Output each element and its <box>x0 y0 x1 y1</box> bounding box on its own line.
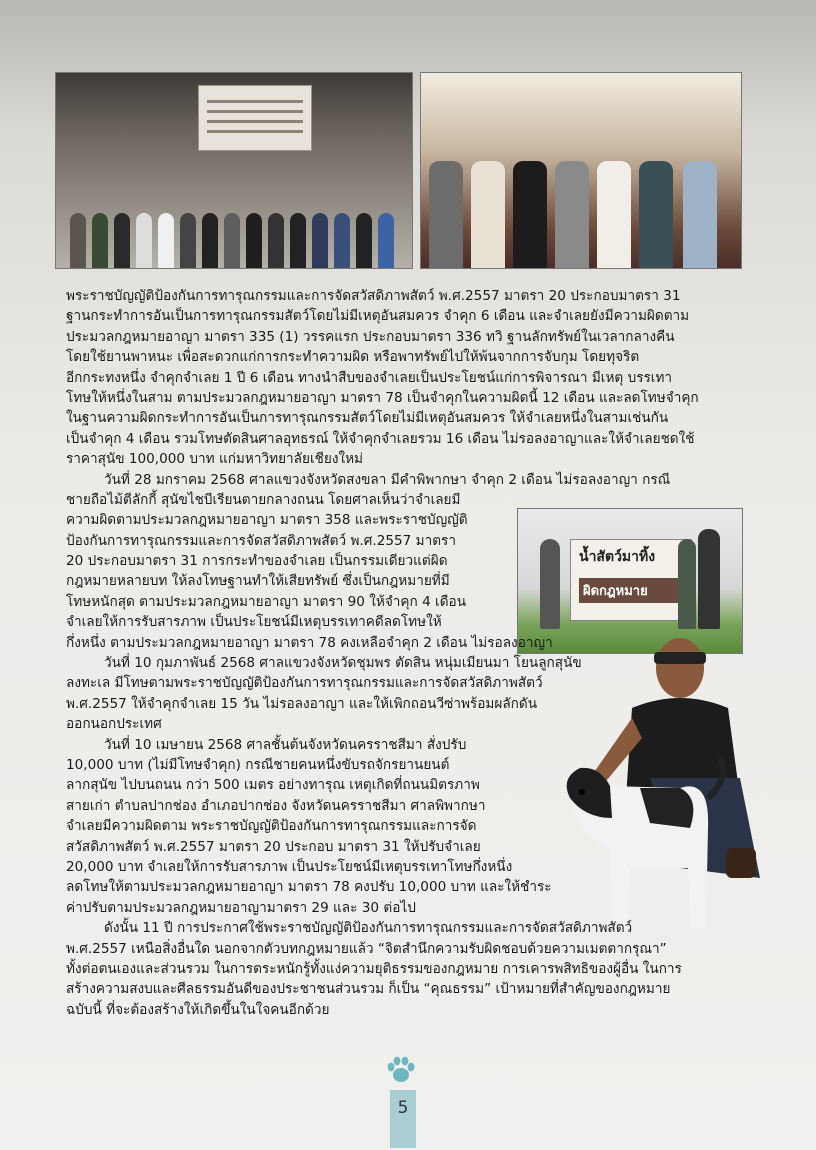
paragraph-line: กึ่งหนึ่ง ตามประมวลกฎหมายอาญา มาตรา 78 คงเหลือจำคุก 2 เดือน ไม่รอลงอาญา <box>66 634 553 651</box>
article-body <box>66 286 766 1020</box>
sign-banner: ผิดกฎหมาย <box>579 578 687 603</box>
paragraph-line: ป้องกันการทารุณกรรมและการจัดสวัสดิภาพสัตว์ พ.ศ.2557 มาตรา <box>66 532 456 549</box>
paragraph-line: ฉบับนี้ ที่จะต้องสร้างให้เกิดขึ้นในใจคนอีกด้วย <box>66 1001 330 1018</box>
paw-icon <box>385 1054 417 1086</box>
paragraph-line: ออกนอกประเทศ <box>66 716 162 733</box>
event-banner <box>198 85 312 151</box>
paragraph-line: ลงทะเล มีโทษตามพระราชบัญญัติป้องกันการทารุณกรรมและการจัดสวัสดิภาพสัตว์ <box>66 675 543 692</box>
page-number-box <box>390 1090 416 1148</box>
paragraph-line: 20 ประกอบมาตรา 31 การกระทำของจำเลย เป็นกรรมเดียวแต่ผิด <box>66 553 448 570</box>
paragraph-line: โดยใช้ยานพาหนะ เพื่อสะดวกแก่การกระทำความผิด หรือพาทรัพย์ไปให้พ้นจากการจับกุม โดยทุจริต <box>66 349 640 366</box>
photo-group-meeting <box>55 72 413 269</box>
paragraph-line: กฎหมายหลายบท ให้ลงโทษฐานทำให้เสียทรัพย์ ซึ่งเป็นกฎหมายที่มี <box>66 573 450 590</box>
paragraph-line: ความผิดตามประมวลกฎหมายอาญา มาตรา 358 และพระราชบัญญัติ <box>66 512 468 529</box>
paragraph-line: ในฐานความผิดกระทำการอันเป็นการทารุณกรรมสัตว์โดยไม่มีเหตุอันสมควร ให้จำเลยหนึ่งในสามเช่นกัน <box>66 410 669 427</box>
paragraph-line: ลากสุนัข ไปบนถนน กว่า 500 เมตร อย่างทารุณ เหตุเกิดที่ถนนมิตรภาพ <box>66 777 480 794</box>
page-number: 5 <box>397 1098 409 1118</box>
paragraph-line: พ.ศ.2557 เหนือสิ่งอื่นใด นอกจากตัวบทกฎหมายแล้ว “จิตสำนึกความรับผิดชอบด้วยความเมตตากรุณา” <box>66 940 667 957</box>
paragraph-line: วันที่ 28 มกราคม 2568 ศาลแขวงจังหวัดสงขลา มีคำพิพากษา จำคุก 2 เดือน ไม่รอลงอาญา กรณี <box>104 471 671 488</box>
paragraph-line: ชายถือไม้ตีลักกี้ สุนัขไชบีเรียนตายกลางถนน โดยศาลเห็นว่าจำเลยมี <box>66 491 461 508</box>
paragraph-line: โทษให้หนึ่งในสาม ตามประมวลกฎหมายอาญา มาตรา 78 เป็นจำคุกในความผิดนี้ 12 เดือน และลดโทษจำคุก <box>66 389 699 406</box>
paragraph-line: 20,000 บาท จำเลยให้การรับสารภาพ เป็นประโยชน์มีเหตุบรรเทาโทษกึ่งหนึ่ง <box>66 858 513 875</box>
paragraph-line: สายเก่า ตำบลปากช่อง อำเภอปากช่อง จังหวัดนครราชสีมา ศาลพิพากษา <box>66 797 486 814</box>
paragraph-line: ราคาสุนัข 100,000 บาท แก่มหาวิทยาลัยเชียงใหม่ <box>66 451 364 468</box>
sign-title: น้ำสัตว์มาทิ้ง <box>579 549 656 565</box>
paragraph-line: จำเลยให้การรับสารภาพ เป็นประโยชน์มีเหตุบรรเทาคดีลดโทษให้ <box>66 614 442 631</box>
paragraph-line: อีกกระทงหนึ่ง จำคุกจำเลย 1 ปี 6 เดือน ทางนำสืบของจำเลยเป็นประโยชน์แก่การพิจารณา มีเหตุ บรรเทา <box>66 369 673 386</box>
paragraph-line: ทั้งต่อตนเองและส่วนรวม ในการตระหนักรู้ทั้งแง่ความยุติธรรมของกฎหมาย การเคารพสิทธิของผู้อื่น ในการ <box>66 960 682 977</box>
paragraph-line: โทษหนักสุด ตามประมวลกฎหมายอาญา มาตรา 90 ให้จำคุก 4 เดือน <box>66 593 466 610</box>
paragraph-line: ประมวลกฎหมายอาญา มาตรา 335 (1) วรรคแรก ประกอบมาตรา 336 ทวิ ฐานลักทรัพย์ในเวลากลางคืน <box>66 328 675 345</box>
paragraph-line: เป็นจำคุก 4 เดือน รวมโทษตัดสินศาลอุทธรณ์ ให้จำคุกจำเลยรวม 16 เดือน ไม่รอลงอาญาและให้จำเลยชดใช้ <box>66 430 695 447</box>
paragraph-line: วันที่ 10 กุมภาพันธ์ 2568 ศาลแขวงจังหวัดชุมพร ตัดสิน หนุ่มเมียนมา โยนลูกสุนัข <box>104 655 582 672</box>
paragraph-line: สวัสดิภาพสัตว์ พ.ศ.2557 มาตรา 20 ประกอบ มาตรา 31 ให้ปรับจำเลย <box>66 838 481 855</box>
paragraph-line: 10,000 บาท (ไม่มีโทษจำคุก) กรณีชายคนหนึ่งขับรถจักรยานยนต์ <box>66 756 450 773</box>
paragraph-line: ฐานกระทำการอันเป็นการทารุณกรรมสัตว์โดยไม่มีเหตุอันสมควร จำคุก 6 เดือน และจำเลยยังมีความผิดตาม <box>66 308 690 325</box>
paragraph-line: จำเลยมีความผิดตาม พระราชบัญญัติป้องกันการทารุณกรรมและการจัด <box>66 818 477 835</box>
paragraph-line: ลดโทษให้ตามประมวลกฎหมายอาญา มาตรา 78 คงปรับ 10,000 บาท และให้ชำระ <box>66 879 552 896</box>
paragraph-line: ดังนั้น 11 ปี การประกาศใช้พระราชบัญญัติป้องกันการทารุณกรรมและการจัดสวัสดิภาพสัตว์ <box>104 920 633 937</box>
paragraph-line: สร้างความสงบและศีลธรรมอันดีของประชาชนส่วนรวม ก็เป็น “คุณธรรม” เป้าหมายที่สำคัญของกฎหมาย <box>66 981 671 998</box>
paragraph-line: วันที่ 10 เมษายน 2568 ศาลชั้นต้นจังหวัดนครราชสีมา สั่งปรับ <box>104 736 467 753</box>
paragraph-line: ค่าปรับตามประมวลกฎหมายอาญามาตรา 29 และ 30 ต่อไป <box>66 899 416 916</box>
paragraph-line: พระราชบัญญัติป้องกันการทารุณกรรมและการจัดสวัสดิภาพสัตว์ พ.ศ.2557 มาตรา 20 ประกอบมาตรา 31 <box>66 288 681 304</box>
paragraph-line: พ.ศ.2557 ให้จำคุกจำเลย 15 วัน ไม่รอลงอาญา และให้เพิกถอนวีซ่าพร้อมผลักดัน <box>66 695 538 712</box>
photo-group-officials <box>420 72 742 269</box>
